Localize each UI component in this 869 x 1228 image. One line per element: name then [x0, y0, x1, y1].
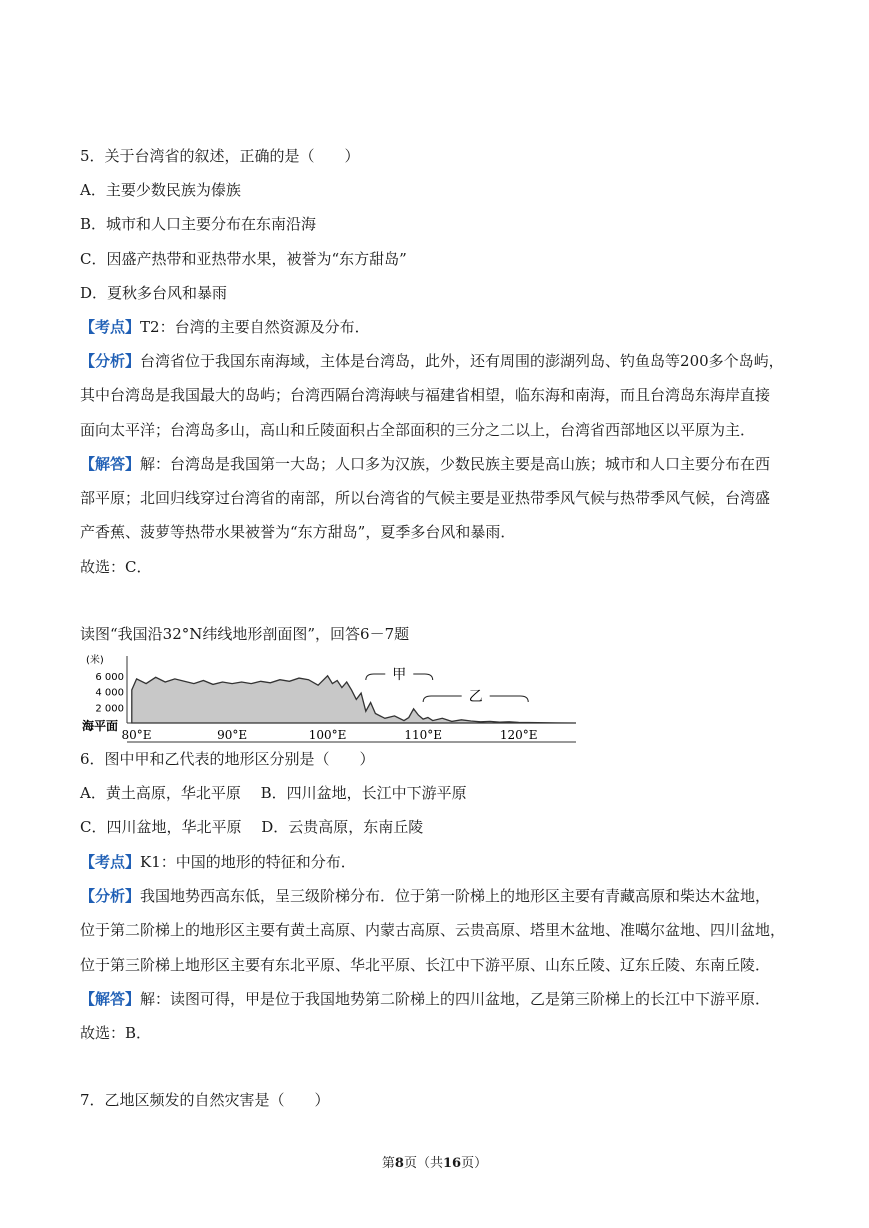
y-tick-label: 6 000 [95, 671, 124, 683]
jieda-line: 部平原；北回归线穿过台湾省的南部，所以台湾省的气候主要是亚热带季风气候与热带季风气候，台湾盛 [80, 489, 771, 507]
q6-options-cd: C．四川盆地，华北平原 D．云贵高原，东南丘陵 [80, 818, 424, 836]
jieda-line: 产香蕉、菠萝等热带水果被誉为“东方甜岛”，夏季多台风和暴雨． [80, 523, 516, 541]
q5-jieda [80, 454, 770, 474]
kaodian-tag: 【考点】 [80, 318, 141, 336]
fenxi-line: 面向太平洋；台湾岛多山，高山和丘陵面积占全部面积的三分之二以上，台湾省西部地区以平原为主． [80, 421, 756, 439]
q6-answer: 故选：B． [80, 1024, 152, 1042]
x-tick-label: 90°E [217, 728, 248, 742]
terrain-area [132, 676, 576, 723]
page-total: 16 [442, 1156, 462, 1171]
x-tick-label: 110°E [404, 728, 442, 742]
fenxi-line: 位于第三阶梯上地形区主要有东北平原、华北平原、长江中下游平原、山东丘陵、辽东丘陵、东南丘陵． [80, 956, 771, 974]
q5-answer: 故选：C． [80, 558, 152, 576]
page-number: 8 [394, 1156, 404, 1171]
q7-stem: 7．乙地区频发的自然灾害是（ ） [80, 1091, 330, 1109]
q6-stem: 6．图中甲和乙代表的地形区分别是（ ） [80, 750, 375, 768]
x-tick-label: 80°E [121, 728, 152, 742]
q6-fenxi [80, 886, 770, 906]
annotation-bracket [490, 696, 529, 702]
y-tick-label: 2 000 [95, 703, 124, 715]
fenxi-line: 位于第二阶梯上的地形区主要有黄土高原、内蒙古高原、云贵高原、塔里木盆地、准噶尔盆地、四川盆地， [80, 921, 786, 939]
terrain-profile-chart [80, 652, 580, 744]
q6-jieda [80, 989, 770, 1009]
annotation-label: 乙 [468, 689, 483, 705]
sea-level-label: 海平面 [82, 719, 119, 733]
fenxi-tag: 【分析】 [80, 887, 141, 905]
annotation-label: 甲 [392, 667, 407, 683]
kaodian-text: T2：台湾的主要自然资源及分布． [140, 318, 370, 336]
fenxi-line: 其中台湾岛是我国最大的岛屿；台湾西隔台湾海峡与福建省相望，临东海和南海，而且台湾岛东海岸直接 [80, 386, 771, 404]
q5-option-a: A．主要少数民族为傣族 [80, 181, 241, 199]
jieda-tag: 【解答】 [80, 990, 141, 1008]
footer-mid: 页（共 [403, 1156, 443, 1171]
q6-options-ab: A．黄土高原，华北平原 B．四川盆地，长江中下游平原 [80, 784, 467, 802]
fenxi-tag: 【分析】 [80, 352, 141, 370]
y-tick-label: 4 000 [95, 687, 124, 699]
kaodian-tag: 【考点】 [80, 853, 141, 871]
q5-option-b: B．城市和人口主要分布在东南沿海 [80, 215, 317, 233]
fenxi-line: 我国地势西高东低，呈三级阶梯分布．位于第一阶梯上的地形区主要有青藏高原和柴达木盆地， [140, 887, 771, 905]
q5-option-d: D．夏秋多台风和暴雨 [80, 284, 228, 302]
footer-pre: 第 [381, 1156, 395, 1171]
footer-post: 页） [461, 1156, 488, 1171]
fenxi-line: 台湾省位于我国东南海域，主体是台湾岛，此外，还有周围的澎湖列岛、钓鱼岛等200多个岛屿， [140, 352, 784, 370]
figure-intro: 读图“我国沿32°N纬线地形剖面图”，回答6－7题 [80, 625, 410, 643]
q5-kaodian [80, 317, 370, 337]
q6-kaodian [80, 852, 356, 872]
annotation-bracket [413, 674, 432, 680]
q5-stem: 5．关于台湾省的叙述，正确的是（ ） [80, 147, 360, 165]
annotation-bracket [423, 696, 462, 702]
jieda-text: 解：读图可得，甲是位于我国地势第二阶梯上的四川盆地，乙是第三阶梯上的长江中下游平原． [140, 990, 771, 1008]
q5-option-c: C．因盛产热带和亚热带水果，被誉为“东方甜岛” [80, 250, 407, 268]
x-tick-label: 120°E [499, 728, 538, 742]
q5-fenxi [80, 351, 784, 371]
page-footer [0, 1152, 869, 1171]
kaodian-text: K1：中国的地形的特征和分布． [140, 853, 356, 871]
jieda-line: 解：台湾岛是我国第一大岛；人口多为汉族，少数民族主要是高山族；城市和人口主要分布在西 [140, 455, 771, 473]
jieda-tag: 【解答】 [80, 455, 141, 473]
annotation-bracket [366, 674, 385, 680]
x-tick-label: 100°E [308, 728, 347, 742]
y-unit-label: (米) [86, 655, 104, 666]
